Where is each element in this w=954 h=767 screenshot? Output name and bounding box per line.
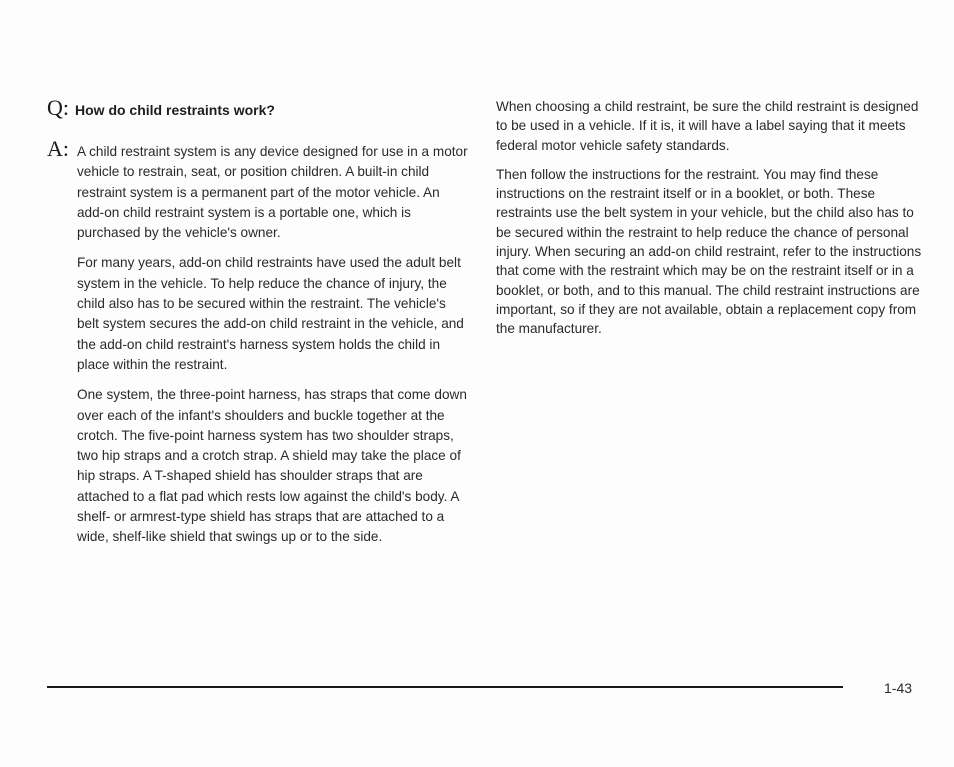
right-paragraph-1: When choosing a child restraint, be sure the child restraint is designed to be used in a vehicle. If it is, it will have a label saying that it meets federal motor vehicle safety standards. bbox=[496, 99, 919, 153]
answer-paragraph-3: One system, the three-point harness, has straps that come down over each of the infant's shoulders and buckle together at the crotch. The five-point harness system has two shoulder straps, two hip straps and a crotch strap. A shield may take the place of hip straps. A T-shaped shield has shoulder straps that are attached to a flat pad which rests low against the child's body. A shelf- or armrest-type shield has straps that are attached to a wide, shelf-like shield that swings up or to the side. bbox=[77, 387, 467, 545]
question-marker: Q: bbox=[47, 95, 69, 120]
right-column bbox=[496, 97, 924, 349]
answer-marker-wrap bbox=[47, 136, 69, 162]
right-paragraph-2: Then follow the instructions for the restraint. You may find these instructions on the restraint itself or in a booklet, or both. These restraints use the belt system in your vehicle, but the child also has to be secured within the restraint to help reduce the chance of personal injury. When securing an add-on child restraint, refer to the instructions that come with the restraint which may be on the restraint itself or in a booklet, or both, and to this manual. The child restraint instructions are important, so if they are not available, obtain a replacement copy from the manufacturer. bbox=[496, 166, 922, 337]
question-heading bbox=[47, 95, 275, 121]
answer-column bbox=[77, 142, 469, 558]
answer-paragraph-1: A child restraint system is any device designed for use in a motor vehicle to restrain, seat, or position children. A built-in child restraint system is a permanent part of the motor vehicle. An add-on child restraint system is a portable one, which is purchased by the vehicle's owner. bbox=[77, 144, 468, 241]
answer-marker: A: bbox=[47, 136, 69, 161]
page-number: 1-43 bbox=[884, 680, 913, 696]
answer-paragraph-2: For many years, add-on child restraints have used the adult belt system in the vehicle. To help reduce the chance of injury, the child also has to be secured within the restraint. The vehicle's belt system secures the add-on child restraint in the vehicle, and the add-on child restraint's harness system holds the child in place within the restraint. bbox=[77, 255, 464, 372]
question-text: How do child restraints work? bbox=[75, 102, 275, 118]
footer-rule bbox=[47, 686, 843, 688]
